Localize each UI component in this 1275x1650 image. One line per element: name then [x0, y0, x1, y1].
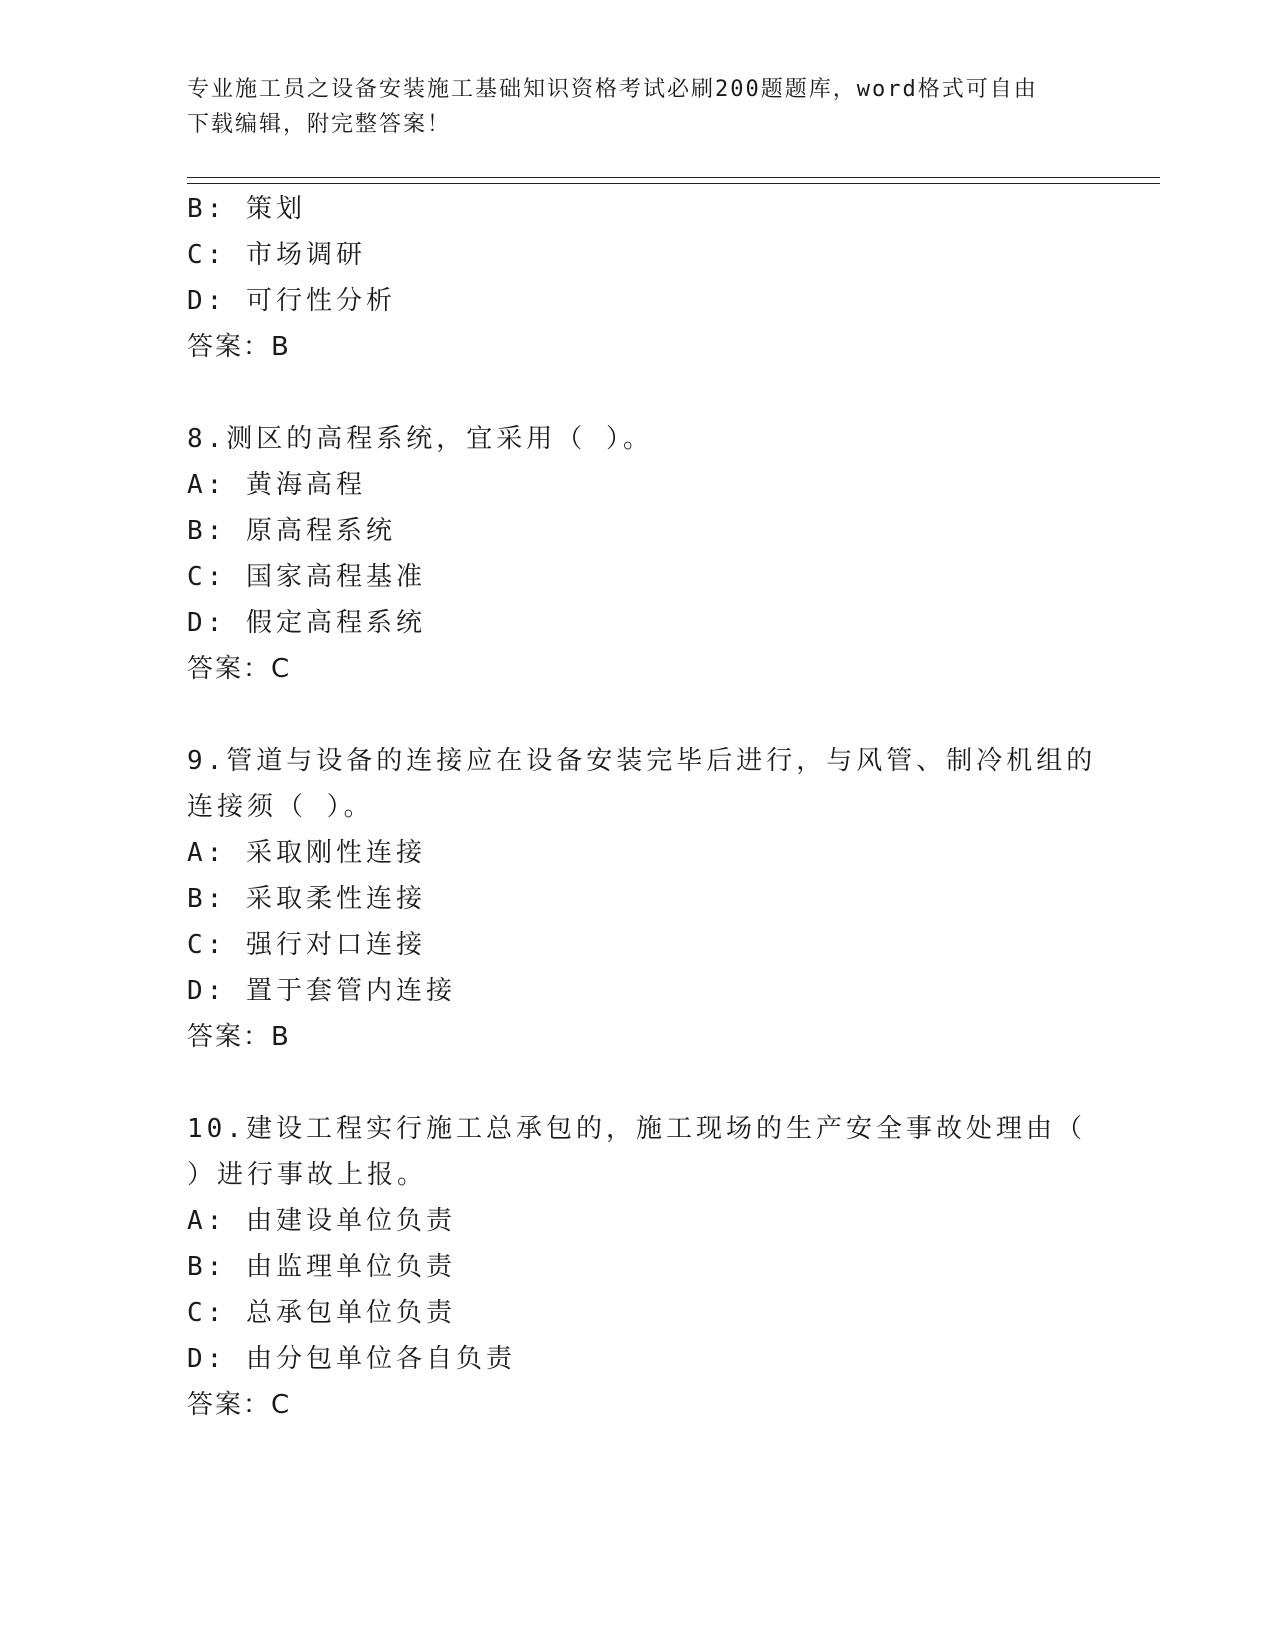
question-block-9: [187, 738, 1097, 1060]
question-list: [187, 186, 1097, 1428]
option-d: D: 由分包单位各自负责: [187, 1344, 516, 1374]
option-c: C: 国家高程基准: [187, 562, 426, 592]
question-text-line-1: 9.管道与设备的连接应在设备安装完毕后进行，与风管、制冷机组的: [187, 746, 1097, 776]
question-text-line-2: 连接须（ ）。: [187, 792, 374, 822]
question-text: 8.测区的高程系统，宜采用（ ）。: [187, 424, 653, 454]
option-a: A: 采取刚性连接: [187, 838, 426, 868]
option-a: A: 黄海高程: [187, 470, 366, 500]
answer-line: 答案：B: [187, 1022, 291, 1052]
question-block-7: [187, 186, 1087, 370]
answer-line: 答案：C: [187, 1390, 292, 1420]
option-b: B: 由监理单位负责: [187, 1252, 456, 1282]
option-c: C: 总承包单位负责: [187, 1298, 456, 1328]
option-b: B: 策划: [187, 194, 306, 224]
option-c: C: 强行对口连接: [187, 930, 426, 960]
option-c: C: 市场调研: [187, 240, 366, 270]
question-block-10: [187, 1106, 1087, 1428]
header-line-2: 下载编辑，附完整答案！: [187, 112, 452, 137]
document-header: [187, 72, 1087, 142]
option-d: D: 假定高程系统: [187, 608, 426, 638]
option-d: D: 可行性分析: [187, 286, 396, 316]
option-b: B: 采取柔性连接: [187, 884, 426, 914]
spacer: [187, 1060, 1087, 1106]
option-a: A: 由建设单位负责: [187, 1206, 456, 1236]
answer-line: 答案：C: [187, 654, 292, 684]
spacer: [187, 370, 1087, 416]
question-text-line-2: ）进行事故上报。: [187, 1160, 428, 1190]
question-text-line-1: 10.建设工程实行施工总承包的，施工现场的生产安全事故处理由（: [187, 1114, 1086, 1144]
answer-line: 答案：B: [187, 332, 291, 362]
spacer: [187, 692, 1087, 738]
option-d: D: 置于套管内连接: [187, 976, 456, 1006]
header-line-1: 专业施工员之设备安装施工基础知识资格考试必刷200题题库，word格式可自由: [187, 77, 1038, 102]
header-divider: [187, 177, 1160, 184]
option-b: B: 原高程系统: [187, 516, 396, 546]
question-block-8: [187, 416, 1087, 692]
